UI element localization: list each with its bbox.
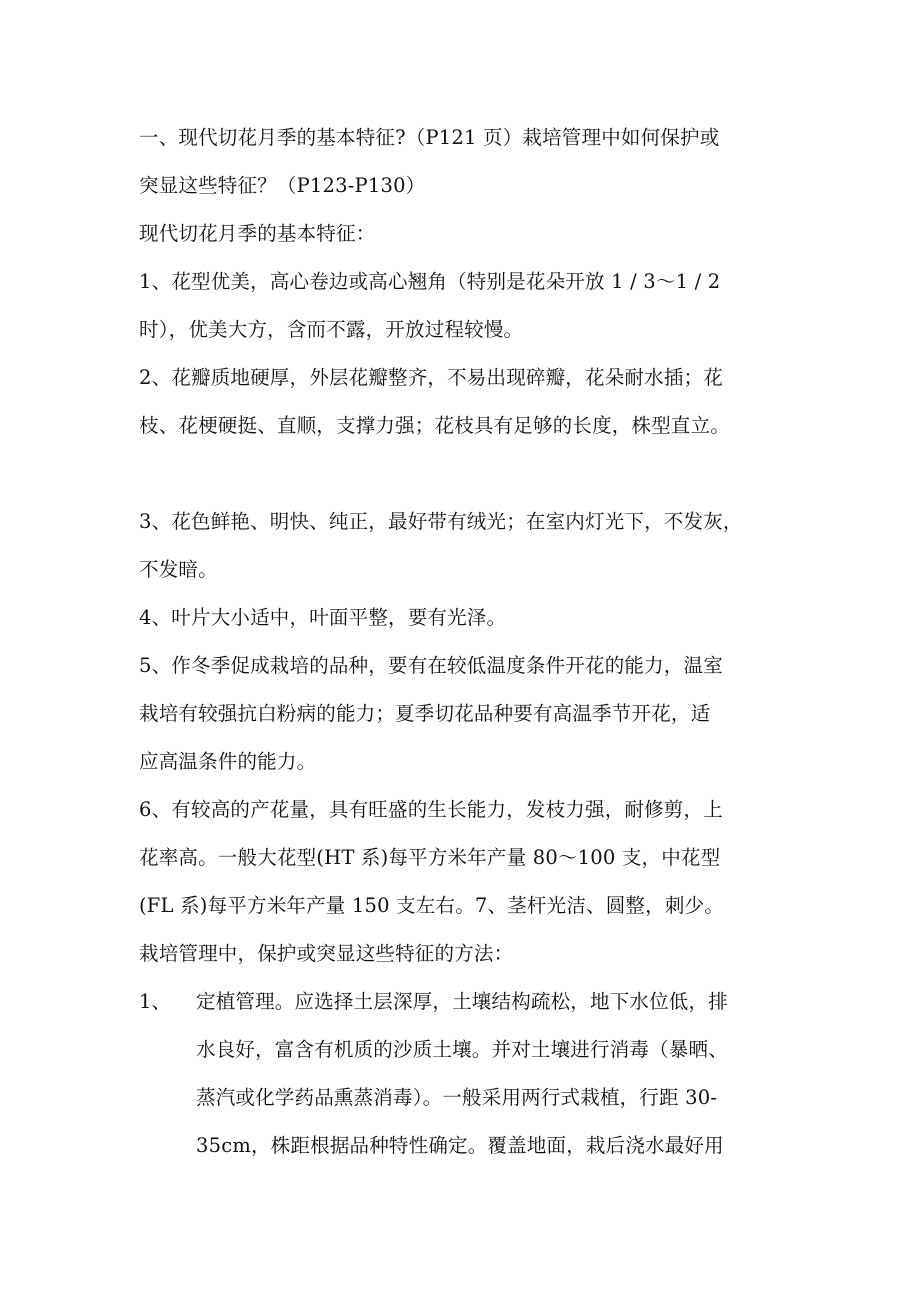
feature-1-line-2: 时），优美大方，含而不露，开放过程较慢。 bbox=[139, 318, 524, 341]
feature-3-line-2: 不发暗。 bbox=[139, 558, 218, 581]
question-line-2: 突显这些特征？（P123-P130） bbox=[139, 174, 426, 197]
features-heading: 现代切花月季的基本特征： bbox=[139, 222, 376, 245]
question-line-1: 一、现代切花月季的基本特征?（P121 页）栽培管理中如何保护或 bbox=[139, 126, 720, 149]
method-1-line-1: 定植管理。应选择土层深厚，土壤结构疏松，地下水位低，排 bbox=[196, 990, 728, 1013]
feature-2-line-2: 枝、花梗硬挺、直顺，支撑力强；花枝具有足够的长度，株型直立。 bbox=[139, 414, 731, 437]
method-1-line-2: 水良好，富含有机质的沙质土壤。并对土壤进行消毒（暴晒、 bbox=[196, 1038, 728, 1061]
methods-heading: 栽培管理中，保护或突显这些特征的方法： bbox=[139, 942, 514, 965]
feature-5-line-3: 应高温条件的能力。 bbox=[139, 750, 317, 773]
feature-1-line-1: 1、花型优美，高心卷边或高心翘角（特别是花朵开放 1 / 3～1 / 2 bbox=[139, 270, 721, 293]
feature-5-line-2: 栽培有较强抗白粉病的能力；夏季切花品种要有高温季节开花，适 bbox=[139, 702, 711, 725]
feature-5-line-1: 5、作冬季促成栽培的品种，要有在较低温度条件开花的能力，温室 bbox=[139, 654, 723, 677]
feature-6-line-2: 花率高。一般大花型(HT 系)每平方米年产量 80～100 支，中花型 bbox=[139, 846, 721, 869]
method-1-line-4: 35cm，株距根据品种特性确定。覆盖地面，栽后浇水最好用 bbox=[196, 1134, 724, 1157]
method-1-number: 1、 bbox=[139, 990, 171, 1013]
feature-4-line-1: 4、叶片大小适中，叶面平整，要有光泽。 bbox=[139, 606, 507, 629]
feature-6-line-1: 6、有较高的产花量，具有旺盛的生长能力，发枝力强，耐修剪，上 bbox=[139, 798, 723, 821]
feature-3-line-1: 3、花色鲜艳、明快、纯正，最好带有绒光；在室内灯光下，不发灰， bbox=[139, 510, 743, 533]
feature-2-line-1: 2、花瓣质地硬厚，外层花瓣整齐，不易出现碎瓣，花朵耐水插；花 bbox=[139, 366, 723, 389]
method-1-line-3: 蒸汽或化学药品熏蒸消毒）。一般采用两行式栽植，行距 30- bbox=[196, 1086, 718, 1109]
feature-6-line-3: (FL 系)每平方米年产量 150 支左右。7、茎杆光洁、圆整，刺少。 bbox=[139, 894, 724, 917]
